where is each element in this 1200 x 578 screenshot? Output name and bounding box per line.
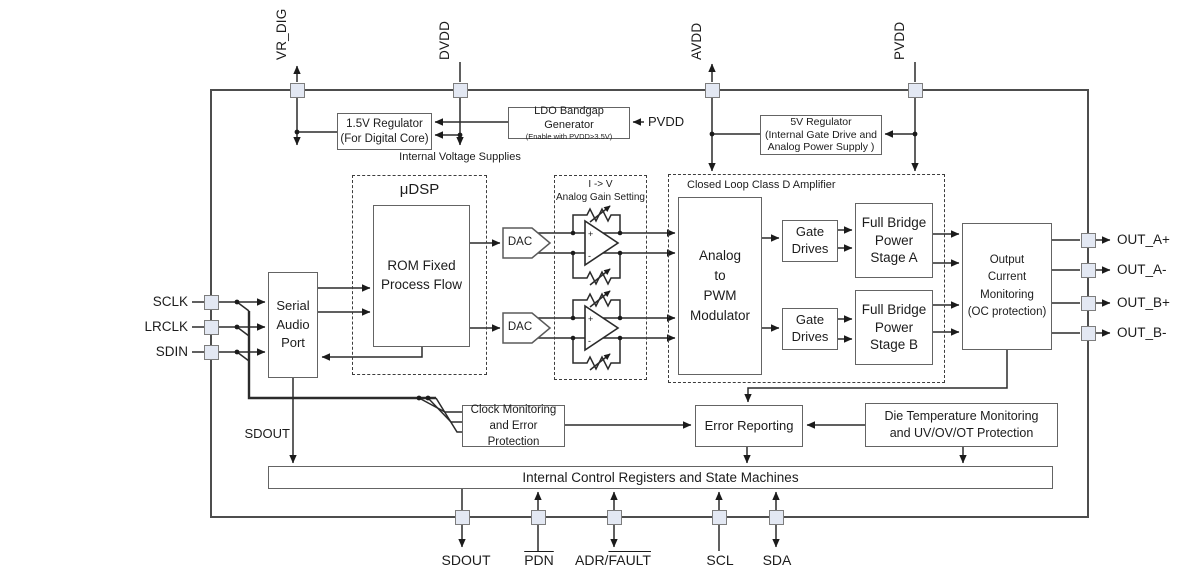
opamp-b-plus: + <box>588 314 594 324</box>
analog-gain-region-label: I -> V Analog Gain Setting <box>556 179 645 203</box>
full-bridge-a-block: Full Bridge Power Stage A <box>855 203 933 278</box>
pin-out-b-minus <box>1081 326 1096 341</box>
pin-label-lrclk: LRCLK <box>144 319 188 334</box>
pin-sda <box>769 510 784 525</box>
pin-label-dvdd: DVDD <box>437 20 452 60</box>
analog-pwm-modulator-block: Analog to PWM Modulator <box>678 197 762 375</box>
pin-label-pvdd: PVDD <box>892 21 907 60</box>
chip-outline <box>211 90 1088 517</box>
pin-label-adr-fault <box>563 552 663 568</box>
pin-lrclk <box>204 320 219 335</box>
opamp-b-minus: - <box>588 336 591 346</box>
pin-label-vr-dig: VR_DIG <box>274 8 289 60</box>
pin-out-a-plus <box>1081 233 1096 248</box>
pin-label-sdin: SDIN <box>155 344 188 359</box>
pin-label-avdd: AVDD <box>689 22 704 60</box>
pin-label-sclk: SCLK <box>152 294 188 309</box>
opamp-a-plus: + <box>588 229 594 239</box>
pin-label-out-b-plus: OUT_B+ <box>1117 295 1170 310</box>
ldo-bandgap-block <box>508 104 630 142</box>
full-bridge-b-block: Full Bridge Power Stage B <box>855 290 933 365</box>
ldo-bandgap-subtitle: (Enable with PVDD>3.5V) <box>525 132 613 142</box>
pin-sdout <box>455 510 470 525</box>
clock-monitoring-block: Clock Monitoring and Error Protection <box>462 405 565 447</box>
pin-label-pdn: $\overline{PDN}$ <box>524 552 554 568</box>
pin-pvdd <box>908 83 923 98</box>
pin-adr-fault <box>607 510 622 525</box>
pin-out-a-minus <box>1081 263 1096 278</box>
serial-audio-port-block: Serial Audio Port <box>268 272 318 378</box>
pin-scl <box>712 510 727 525</box>
ldo-pvdd-input-label: PVDD <box>648 114 685 129</box>
internal-voltage-supplies-label: Internal Voltage Supplies <box>399 151 521 163</box>
pin-vr-dig <box>290 83 305 98</box>
regulator-1v5-block: 1.5V Regulator (For Digital Core) <box>337 113 432 150</box>
gate-drives-a-block: Gate Drives <box>782 220 838 262</box>
sdout-internal-label: SDOUT <box>244 426 290 441</box>
rom-process-flow-block: ROM Fixed Process Flow <box>373 205 470 347</box>
dac-b-label: DAC <box>507 321 533 333</box>
pin-label-out-a-minus: OUT_A- <box>1117 262 1167 277</box>
pin-label-sdout-bottom: SDOUT <box>441 552 491 568</box>
control-registers-bar: Internal Control Registers and State Machines <box>268 466 1053 489</box>
die-temperature-block: Die Temperature Monitoring and UV/OV/OT Protection <box>865 403 1058 447</box>
pin-sdin <box>204 345 219 360</box>
pin-label-sda: SDA <box>762 552 792 568</box>
pin-label-scl: SCL <box>706 552 734 568</box>
opamp-a-minus: - <box>588 251 591 261</box>
pin-label-out-a-plus: OUT_A+ <box>1117 232 1170 247</box>
class-d-region-label: Closed Loop Class D Amplifier <box>687 179 836 191</box>
regulator-5v-block: 5V Regulator (Internal Gate Drive and Analog Power Supply ) <box>760 115 882 155</box>
analog-gain-region <box>554 175 647 380</box>
pin-pdn <box>531 510 546 525</box>
pin-dvdd <box>453 83 468 98</box>
dac-a-label: DAC <box>507 236 533 248</box>
pin-out-b-plus <box>1081 296 1096 311</box>
error-reporting-block: Error Reporting <box>695 405 803 447</box>
pin-label-out-b-minus: OUT_B- <box>1117 325 1167 340</box>
output-current-monitoring-block: Output Current Monitoring (OC protection) <box>962 223 1052 350</box>
pin-sclk <box>204 295 219 310</box>
udsp-region-label: μDSP <box>399 181 440 198</box>
fault-text: FAULT <box>608 552 651 568</box>
pin-avdd <box>705 83 720 98</box>
gate-drives-b-block: Gate Drives <box>782 308 838 350</box>
ldo-bandgap-title: LDO Bandgap Generator <box>534 104 604 132</box>
adr-text: ADR/ <box>575 552 609 568</box>
